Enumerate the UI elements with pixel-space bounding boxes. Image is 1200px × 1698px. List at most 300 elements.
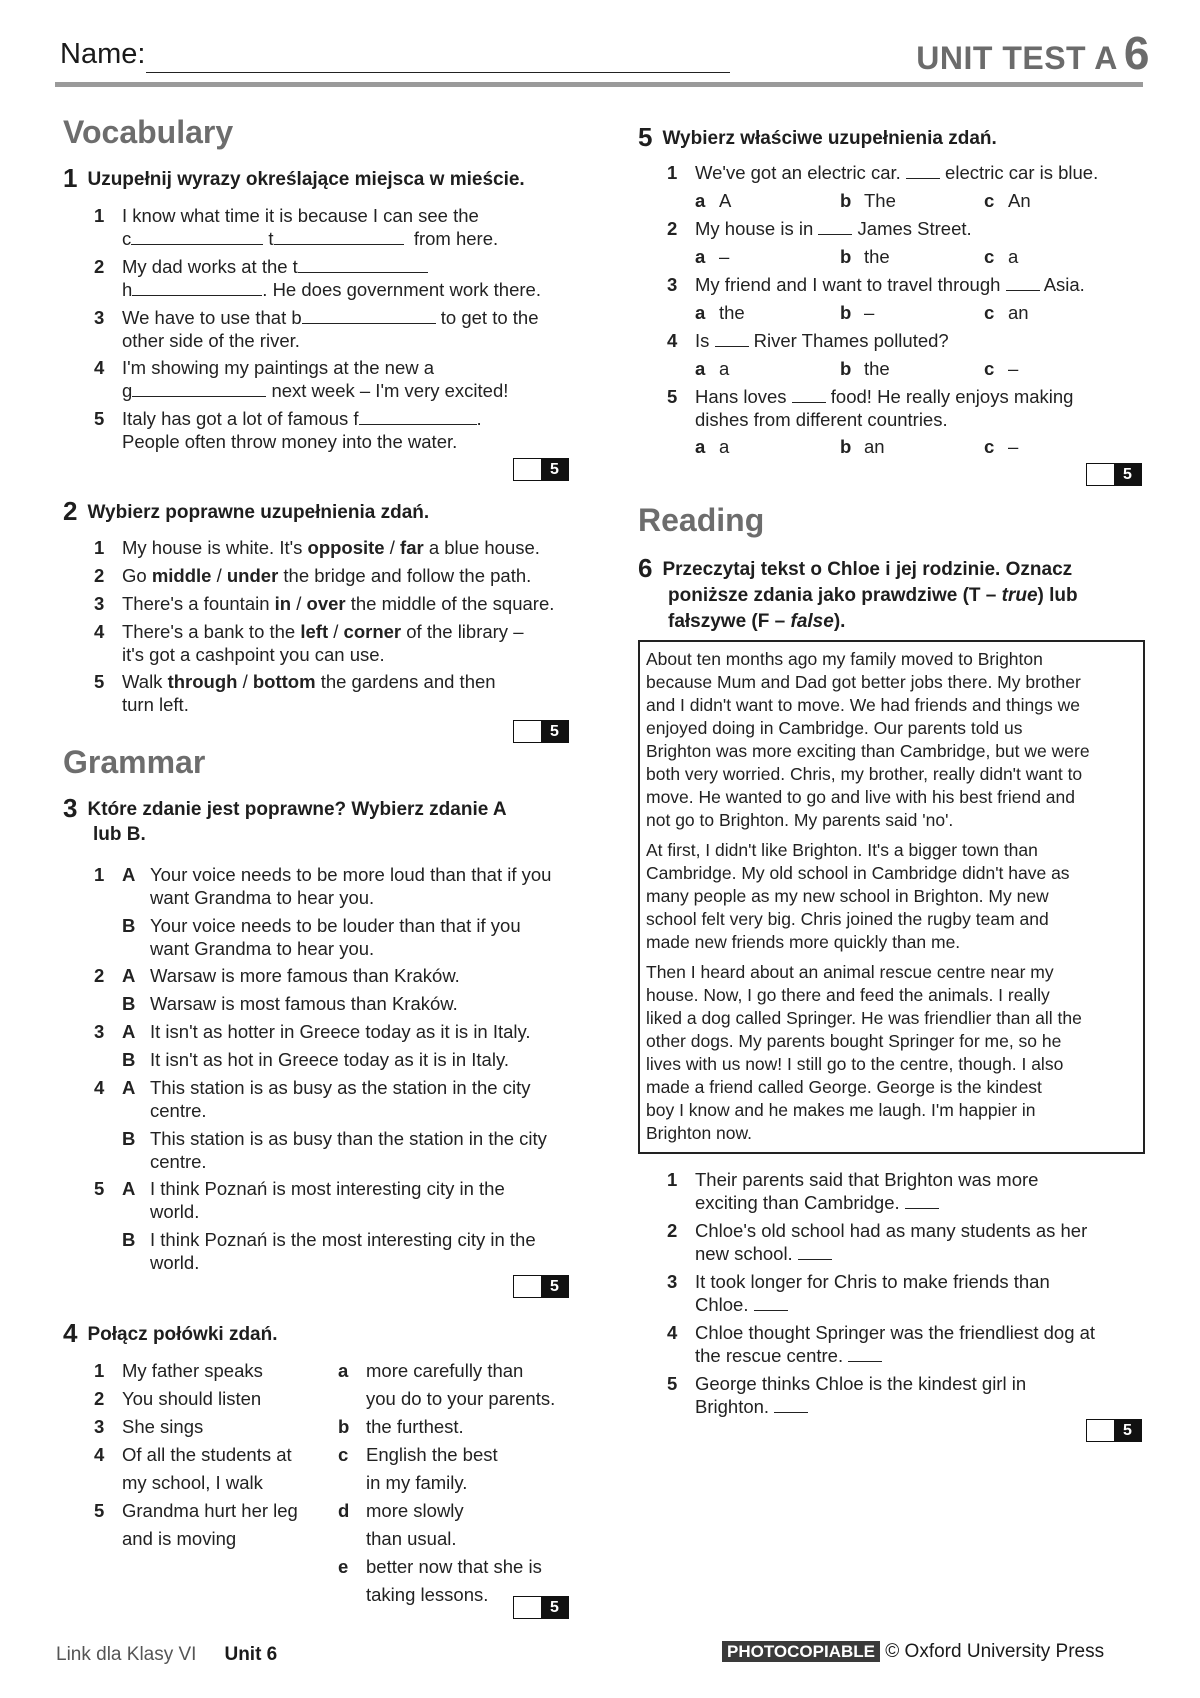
item-text: My father speaks bbox=[122, 1360, 263, 1381]
option-a[interactable]: a bbox=[719, 436, 730, 457]
answer-blank[interactable] bbox=[359, 408, 477, 425]
option-c[interactable]: an bbox=[1008, 302, 1029, 323]
item-letter: b bbox=[338, 1416, 350, 1437]
option-a-text: It isn't as hotter in Greece today as it is in Italy. bbox=[150, 1021, 531, 1042]
ex4-right-item-c bbox=[338, 1441, 555, 1497]
item-number: 1 bbox=[94, 205, 105, 226]
item-text: People often throw money into the water. bbox=[122, 431, 458, 452]
item-text: Hans loves bbox=[695, 386, 787, 407]
item-number: 5 bbox=[667, 386, 678, 407]
exercise-instruction: Uzupełnij wyrazy określające miejsca w mieście. bbox=[87, 169, 525, 190]
option-letter-a[interactable]: a bbox=[695, 436, 706, 457]
option-a-label[interactable]: A bbox=[122, 864, 136, 885]
option-two[interactable]: under bbox=[226, 565, 279, 586]
option-letter-b[interactable]: b bbox=[840, 246, 852, 267]
score-box[interactable] bbox=[1086, 463, 1142, 486]
item-number: 2 bbox=[667, 218, 678, 239]
text-line: Brighton now. bbox=[646, 1123, 753, 1143]
footer-book bbox=[56, 1644, 277, 1666]
text-line: many people as my new school in Brighton. My new bbox=[646, 886, 1049, 906]
answer-blank[interactable] bbox=[131, 228, 263, 245]
exercise-2-title bbox=[63, 496, 429, 527]
item-number: 1 bbox=[94, 1360, 105, 1381]
text-line: boy I know and he makes me laugh. I'm happier in bbox=[646, 1100, 1036, 1120]
option-b-text: want Grandma to hear you. bbox=[150, 938, 375, 959]
ex5-options-1 bbox=[695, 190, 1031, 212]
item-number: 4 bbox=[94, 357, 105, 378]
reading-paragraph-2 bbox=[646, 839, 1138, 954]
exercise-instruction: Wybierz właściwe uzupełnienia zdań. bbox=[662, 128, 997, 149]
ex4-right-column bbox=[338, 1357, 555, 1609]
ex5-item-5 bbox=[667, 385, 1073, 431]
option-b[interactable]: The bbox=[864, 190, 896, 211]
exercise-3-title bbox=[63, 793, 507, 847]
true-word: true bbox=[1001, 585, 1038, 606]
footer-copyright bbox=[722, 1641, 1104, 1663]
option-b-text: I think Poznań is the most interesting city in the bbox=[150, 1229, 536, 1250]
ex4-left-item-1 bbox=[94, 1357, 298, 1385]
exercise-number: 6 bbox=[638, 553, 653, 583]
ex2-item-2 bbox=[94, 564, 531, 587]
ex4-right-item-d bbox=[338, 1497, 555, 1553]
item-text: the bridge and follow the path. bbox=[278, 565, 532, 586]
text-line: both very worried. Chris, my brother, really didn't want to bbox=[646, 764, 1083, 784]
ex4-left-item-4 bbox=[94, 1441, 298, 1497]
text-line: move. He wanted to go and live with his best friend and bbox=[646, 787, 1075, 807]
option-c[interactable]: – bbox=[1008, 358, 1019, 379]
option-a-text: Your voice needs to be more loud than that if you bbox=[150, 864, 552, 885]
item-text: exciting than Cambridge. bbox=[695, 1192, 900, 1213]
section-title-vocabulary: Vocabulary bbox=[63, 114, 234, 150]
item-text: the gardens and then bbox=[315, 671, 496, 692]
score-box[interactable] bbox=[1086, 1419, 1142, 1442]
answer-blank[interactable] bbox=[754, 1294, 788, 1311]
option-b-text: world. bbox=[150, 1252, 200, 1273]
item-text: Chloe thought Springer was the friendliest dog at bbox=[695, 1322, 1096, 1343]
item-number: 2 bbox=[94, 1388, 105, 1409]
item-number: 3 bbox=[94, 593, 105, 614]
exercise-1-title bbox=[63, 163, 525, 194]
item-text: . bbox=[476, 408, 482, 429]
option-a-text: world. bbox=[150, 1201, 200, 1222]
item-text: English the best bbox=[366, 1444, 498, 1465]
item-text: River Thames polluted? bbox=[753, 330, 949, 351]
exercise-instruction: lub B. bbox=[93, 824, 146, 845]
option-letter-a[interactable]: a bbox=[695, 246, 706, 267]
item-text: better now that she is bbox=[366, 1556, 542, 1577]
option-a-text: want Grandma to hear you. bbox=[150, 887, 375, 908]
option-b[interactable]: the bbox=[864, 358, 890, 379]
option-c[interactable]: – bbox=[1008, 436, 1019, 457]
option-separator: / bbox=[384, 537, 401, 558]
item-letter: e bbox=[338, 1556, 349, 1577]
ex1-item-3 bbox=[94, 306, 539, 352]
text-line: About ten months ago my family moved to Brighton bbox=[646, 649, 1043, 669]
score-box[interactable] bbox=[513, 720, 569, 743]
ex4-right-item-a bbox=[338, 1357, 555, 1413]
ex6-item-3 bbox=[667, 1270, 1050, 1316]
item-text: other side of the river. bbox=[122, 330, 300, 351]
item-text: It took longer for Chris to make friends than bbox=[695, 1271, 1050, 1292]
item-text: my school, I walk bbox=[122, 1472, 263, 1493]
item-number: 4 bbox=[94, 1444, 105, 1465]
item-text: new school. bbox=[695, 1243, 793, 1264]
option-b-text: centre. bbox=[150, 1151, 207, 1172]
unit-test-title bbox=[916, 26, 1150, 80]
ex2-item-1 bbox=[94, 536, 540, 559]
option-letter-c[interactable]: c bbox=[984, 190, 995, 211]
exercise-number: 2 bbox=[63, 496, 78, 526]
score-box[interactable] bbox=[513, 1596, 569, 1619]
option-c[interactable]: a bbox=[1008, 246, 1019, 267]
option-b-label[interactable]: B bbox=[122, 1229, 136, 1250]
item-text: We've got an electric car. bbox=[695, 162, 901, 183]
score-total: 5 bbox=[541, 1597, 568, 1618]
option-a[interactable]: the bbox=[719, 302, 745, 323]
option-a-label[interactable]: A bbox=[122, 1178, 136, 1199]
ex2-item-4 bbox=[94, 620, 524, 666]
exercise-instruction: ). bbox=[833, 611, 846, 632]
exercise-6-title bbox=[638, 555, 1078, 635]
option-a-label[interactable]: A bbox=[122, 965, 136, 986]
item-number: 1 bbox=[94, 864, 105, 885]
item-text: from here. bbox=[413, 228, 499, 249]
ex3-item-1 bbox=[94, 863, 551, 960]
ex4-left-item-5 bbox=[94, 1497, 298, 1553]
option-one[interactable]: opposite bbox=[307, 537, 385, 558]
option-b-label[interactable]: B bbox=[122, 993, 136, 1014]
option-b[interactable]: the bbox=[864, 246, 890, 267]
exercise-instruction: Przeczytaj tekst o Chloe i jej rodzinie. Oznacz bbox=[662, 559, 1073, 580]
item-text: it's got a cashpoint you can use. bbox=[122, 644, 385, 665]
item-text: My dad works at the t bbox=[122, 256, 298, 277]
ex5-options-4 bbox=[695, 358, 1018, 380]
item-text: You should listen bbox=[122, 1388, 262, 1409]
option-letter-c[interactable]: c bbox=[984, 302, 995, 323]
text-line: school felt very big. Chris joined the rugby team and bbox=[646, 909, 1049, 929]
item-text: turn left. bbox=[122, 694, 189, 715]
item-text: Go bbox=[122, 565, 152, 586]
item-number: 5 bbox=[94, 408, 105, 429]
option-separator: / bbox=[291, 593, 307, 614]
option-b-text: This station is as busy than the station in the city bbox=[150, 1128, 547, 1149]
ex1-item-4 bbox=[94, 356, 508, 402]
header-rule bbox=[55, 82, 1143, 87]
option-c[interactable]: An bbox=[1008, 190, 1031, 211]
text-line: because Mum and Dad got better jobs there. My brother bbox=[646, 672, 1081, 692]
answer-blank[interactable] bbox=[848, 1345, 882, 1362]
item-number: 1 bbox=[667, 162, 678, 183]
exercise-instruction: poniższe zdania jako prawdziwe (T – bbox=[668, 585, 1002, 606]
option-letter-c[interactable]: c bbox=[984, 358, 995, 379]
exercise-number: 4 bbox=[63, 1318, 78, 1348]
answer-blank[interactable] bbox=[792, 386, 826, 403]
book-title: Link dla Klasy VI bbox=[56, 1644, 197, 1665]
ex3-item-4 bbox=[94, 1076, 547, 1173]
option-b-label[interactable]: B bbox=[122, 1049, 136, 1070]
text-line: made new friends more quickly than me. bbox=[646, 932, 961, 952]
ex5-item-3 bbox=[667, 273, 1085, 296]
answer-blank[interactable] bbox=[298, 256, 428, 273]
ex4-right-item-b bbox=[338, 1413, 555, 1441]
answer-blank[interactable] bbox=[905, 1192, 939, 1209]
option-letter-c[interactable]: c bbox=[984, 246, 995, 267]
text-line: enjoyed doing in Cambridge. Our parents told us bbox=[646, 718, 1023, 738]
item-text: Is bbox=[695, 330, 710, 351]
item-text: more slowly bbox=[366, 1500, 464, 1521]
item-text: Brighton. bbox=[695, 1396, 770, 1417]
item-number: 2 bbox=[94, 965, 105, 986]
option-a[interactable]: A bbox=[719, 190, 732, 211]
item-text: the rescue centre. bbox=[695, 1345, 844, 1366]
item-text: Chloe. bbox=[695, 1294, 749, 1315]
score-total: 5 bbox=[541, 1276, 568, 1297]
option-one[interactable]: left bbox=[300, 621, 329, 642]
item-text: the middle of the square. bbox=[345, 593, 555, 614]
text-line: made a friend called George. George is the kindest bbox=[646, 1077, 1042, 1097]
ex5-options-2 bbox=[695, 246, 1018, 268]
ex5-item-1 bbox=[667, 161, 1098, 184]
item-text: you do to your parents. bbox=[366, 1388, 556, 1409]
item-text: a blue house. bbox=[423, 537, 540, 558]
item-number: 1 bbox=[94, 537, 105, 558]
score-total: 5 bbox=[1114, 1420, 1141, 1441]
exercise-4-title bbox=[63, 1318, 278, 1349]
option-a-text: Warsaw is more famous than Kraków. bbox=[150, 965, 460, 986]
ex5-options-5 bbox=[695, 436, 1018, 458]
item-text: She sings bbox=[122, 1416, 204, 1437]
item-number: 2 bbox=[94, 565, 105, 586]
footer-unit: Unit 6 bbox=[224, 1644, 278, 1665]
option-b[interactable]: – bbox=[864, 302, 875, 323]
exercise-number: 1 bbox=[63, 163, 78, 193]
option-letter-c[interactable]: c bbox=[984, 436, 995, 457]
option-two[interactable]: bottom bbox=[252, 671, 316, 692]
option-a-text: I think Poznań is most interesting city in the bbox=[150, 1178, 505, 1199]
item-number: 3 bbox=[667, 274, 678, 295]
item-text: Their parents said that Brighton was more bbox=[695, 1169, 1039, 1190]
score-total: 5 bbox=[541, 721, 568, 742]
item-text: My house is in bbox=[695, 218, 814, 239]
option-one[interactable]: middle bbox=[151, 565, 212, 586]
photocopiable-badge: PHOTOCOPIABLE bbox=[722, 1641, 880, 1662]
score-total: 5 bbox=[541, 459, 568, 480]
item-number: 3 bbox=[94, 307, 105, 328]
item-number: 4 bbox=[667, 1322, 678, 1343]
item-number: 5 bbox=[94, 671, 105, 692]
section-title-grammar: Grammar bbox=[63, 744, 206, 780]
item-text: George thinks Chloe is the kindest girl in bbox=[695, 1373, 1027, 1394]
exercise-instruction: ) lub bbox=[1037, 585, 1078, 606]
item-letter: a bbox=[338, 1360, 349, 1381]
option-one[interactable]: through bbox=[167, 671, 238, 692]
publisher-text: © Oxford University Press bbox=[885, 1641, 1105, 1662]
item-text: food! He really enjoys making bbox=[830, 386, 1074, 407]
option-letter-b[interactable]: b bbox=[840, 302, 852, 323]
option-separator: / bbox=[211, 565, 227, 586]
text-line: not go to Brighton. My parents said 'no'. bbox=[646, 810, 954, 830]
item-text: Italy has got a lot of famous f bbox=[122, 408, 359, 429]
option-b-label[interactable]: B bbox=[122, 1128, 136, 1149]
ex2-item-3 bbox=[94, 592, 554, 615]
answer-blank[interactable] bbox=[132, 279, 262, 296]
false-word: false bbox=[790, 611, 834, 632]
ex6-item-2 bbox=[667, 1219, 1087, 1265]
ex1-item-1 bbox=[94, 204, 498, 250]
exercise-instruction: fałszywe (F – bbox=[668, 611, 791, 632]
item-text: than usual. bbox=[366, 1528, 457, 1549]
item-text: and is moving bbox=[122, 1528, 237, 1549]
option-two[interactable]: over bbox=[306, 593, 346, 614]
option-a[interactable]: – bbox=[719, 246, 730, 267]
item-number: 1 bbox=[667, 1169, 678, 1190]
answer-blank[interactable] bbox=[798, 1243, 832, 1260]
item-text: taking lessons. bbox=[366, 1584, 489, 1605]
option-two[interactable]: far bbox=[400, 537, 424, 558]
item-letter: d bbox=[338, 1500, 350, 1521]
item-text: of the library – bbox=[401, 621, 524, 642]
answer-blank[interactable] bbox=[274, 228, 404, 245]
item-text: I'm showing my paintings at the new a bbox=[122, 357, 435, 378]
answer-blank[interactable] bbox=[715, 330, 749, 347]
option-a[interactable]: a bbox=[719, 358, 730, 379]
item-text: more carefully than bbox=[366, 1360, 524, 1381]
option-b[interactable]: an bbox=[864, 436, 885, 457]
ex5-item-2 bbox=[667, 217, 972, 240]
item-text: We have to use that b bbox=[122, 307, 302, 328]
ex6-item-4 bbox=[667, 1321, 1095, 1367]
option-b-text: It isn't as hot in Greece today as it is in Italy. bbox=[150, 1049, 509, 1070]
option-letter-a[interactable]: a bbox=[695, 302, 706, 323]
score-total: 5 bbox=[1114, 464, 1141, 485]
exercise-5-title bbox=[638, 122, 997, 153]
ex1-item-5 bbox=[94, 407, 482, 453]
option-letter-a[interactable]: a bbox=[695, 358, 706, 379]
item-number: 5 bbox=[94, 1500, 105, 1521]
text-line: other dogs. My parents bought Springer for me, so he bbox=[646, 1031, 1062, 1051]
ex4-left-item-2 bbox=[94, 1385, 298, 1413]
reading-text-box bbox=[638, 640, 1145, 1154]
text-line: Brighton was more exciting than Cambridge, but we were bbox=[646, 741, 1090, 761]
option-a-text: This station is as busy as the station in the city bbox=[150, 1077, 531, 1098]
option-separator: / bbox=[328, 621, 344, 642]
answer-blank[interactable] bbox=[132, 380, 266, 397]
item-text: to get to the bbox=[440, 307, 539, 328]
item-text: There's a bank to the bbox=[122, 621, 301, 642]
option-b-text: Warsaw is most famous than Kraków. bbox=[150, 993, 458, 1014]
ex3-item-5 bbox=[94, 1177, 536, 1274]
item-number: 3 bbox=[667, 1271, 678, 1292]
item-text: electric car is blue. bbox=[945, 162, 1099, 183]
score-box[interactable] bbox=[513, 1275, 569, 1298]
item-number: 5 bbox=[94, 1178, 105, 1199]
option-a-label[interactable]: A bbox=[122, 1021, 136, 1042]
item-number: 2 bbox=[667, 1220, 678, 1241]
item-text: dishes from different countries. bbox=[695, 409, 948, 430]
text-line: lives with us now! I still go to the centre, though. I also bbox=[646, 1054, 1064, 1074]
exercise-instruction: Które zdanie jest poprawne? Wybierz zdanie A bbox=[87, 799, 507, 820]
item-text: h bbox=[122, 279, 133, 300]
ex4-left-column bbox=[94, 1357, 298, 1553]
item-text: Grandma hurt her leg bbox=[122, 1500, 298, 1521]
item-text: the furthest. bbox=[366, 1416, 464, 1437]
text-line: liked a dog called Springer. He was friendlier than all the bbox=[646, 1008, 1082, 1028]
item-text: My friend and I want to travel through bbox=[695, 274, 1001, 295]
ex1-item-2 bbox=[94, 255, 541, 301]
item-number: 4 bbox=[94, 1077, 105, 1098]
answer-blank[interactable] bbox=[906, 162, 940, 179]
item-number: 4 bbox=[667, 330, 678, 351]
ex5-item-4 bbox=[667, 329, 949, 352]
ex3-item-2 bbox=[94, 964, 460, 1015]
text-line: house. Now, I go there and feed the animals. I really bbox=[646, 985, 1050, 1005]
item-text: next week – I'm very excited! bbox=[271, 380, 509, 401]
item-text: Chloe's old school had as many students as her bbox=[695, 1220, 1088, 1241]
option-b-label[interactable]: B bbox=[122, 915, 136, 936]
exercise-number: 3 bbox=[63, 793, 78, 823]
unit-test-label: UNIT TEST A bbox=[916, 40, 1118, 76]
option-two[interactable]: corner bbox=[343, 621, 402, 642]
item-number: 3 bbox=[94, 1021, 105, 1042]
item-text: Asia. bbox=[1043, 274, 1085, 295]
name-field-line[interactable] bbox=[146, 72, 730, 73]
item-text: . He does government work there. bbox=[262, 279, 541, 300]
option-one[interactable]: in bbox=[274, 593, 292, 614]
exercise-instruction: Wybierz poprawne uzupełnienia zdań. bbox=[87, 502, 430, 523]
option-letter-a[interactable]: a bbox=[695, 190, 706, 211]
option-letter-b[interactable]: b bbox=[840, 358, 852, 379]
ex4-left-item-3 bbox=[94, 1413, 298, 1441]
ex3-item-3 bbox=[94, 1020, 531, 1071]
item-text: Walk bbox=[122, 671, 168, 692]
option-separator: / bbox=[237, 671, 253, 692]
ex6-item-1 bbox=[667, 1168, 1038, 1214]
item-number: 3 bbox=[94, 1416, 105, 1437]
text-line: and I didn't want to move. We had friends and things we bbox=[646, 695, 1080, 715]
item-text: c bbox=[122, 228, 132, 249]
option-letter-b[interactable]: b bbox=[840, 190, 852, 211]
item-number: 4 bbox=[94, 621, 105, 642]
item-number: 5 bbox=[667, 1373, 678, 1394]
text-line: Then I heard about an animal rescue centre near my bbox=[646, 962, 1054, 982]
exercise-number: 5 bbox=[638, 122, 653, 152]
item-text: Of all the students at bbox=[122, 1444, 292, 1465]
option-b-text: Your voice needs to be louder than that if you bbox=[150, 915, 521, 936]
answer-blank[interactable] bbox=[818, 218, 852, 235]
option-a-label[interactable]: A bbox=[122, 1077, 136, 1098]
text-line: At first, I didn't like Brighton. It's a bigger town than bbox=[646, 840, 1038, 860]
unit-number: 6 bbox=[1123, 27, 1150, 79]
item-text: I know what time it is because I can see the bbox=[122, 205, 479, 226]
item-text: g bbox=[122, 380, 133, 401]
answer-blank[interactable] bbox=[302, 307, 436, 324]
option-a-text: centre. bbox=[150, 1100, 207, 1121]
item-text: James Street. bbox=[857, 218, 972, 239]
score-box[interactable] bbox=[513, 458, 569, 481]
answer-blank[interactable] bbox=[1006, 274, 1040, 291]
ex5-options-3 bbox=[695, 302, 1029, 324]
item-letter: c bbox=[338, 1444, 349, 1465]
reading-paragraph-3 bbox=[646, 961, 1138, 1145]
item-text: My house is white. It's bbox=[122, 537, 308, 558]
option-letter-b[interactable]: b bbox=[840, 436, 852, 457]
exercise-instruction: Połącz połówki zdań. bbox=[87, 1324, 278, 1345]
section-title-reading: Reading bbox=[638, 502, 765, 538]
ex2-item-5 bbox=[94, 670, 496, 716]
item-text: There's a fountain bbox=[122, 593, 275, 614]
reading-paragraph-1 bbox=[646, 648, 1138, 832]
answer-blank[interactable] bbox=[774, 1396, 808, 1413]
